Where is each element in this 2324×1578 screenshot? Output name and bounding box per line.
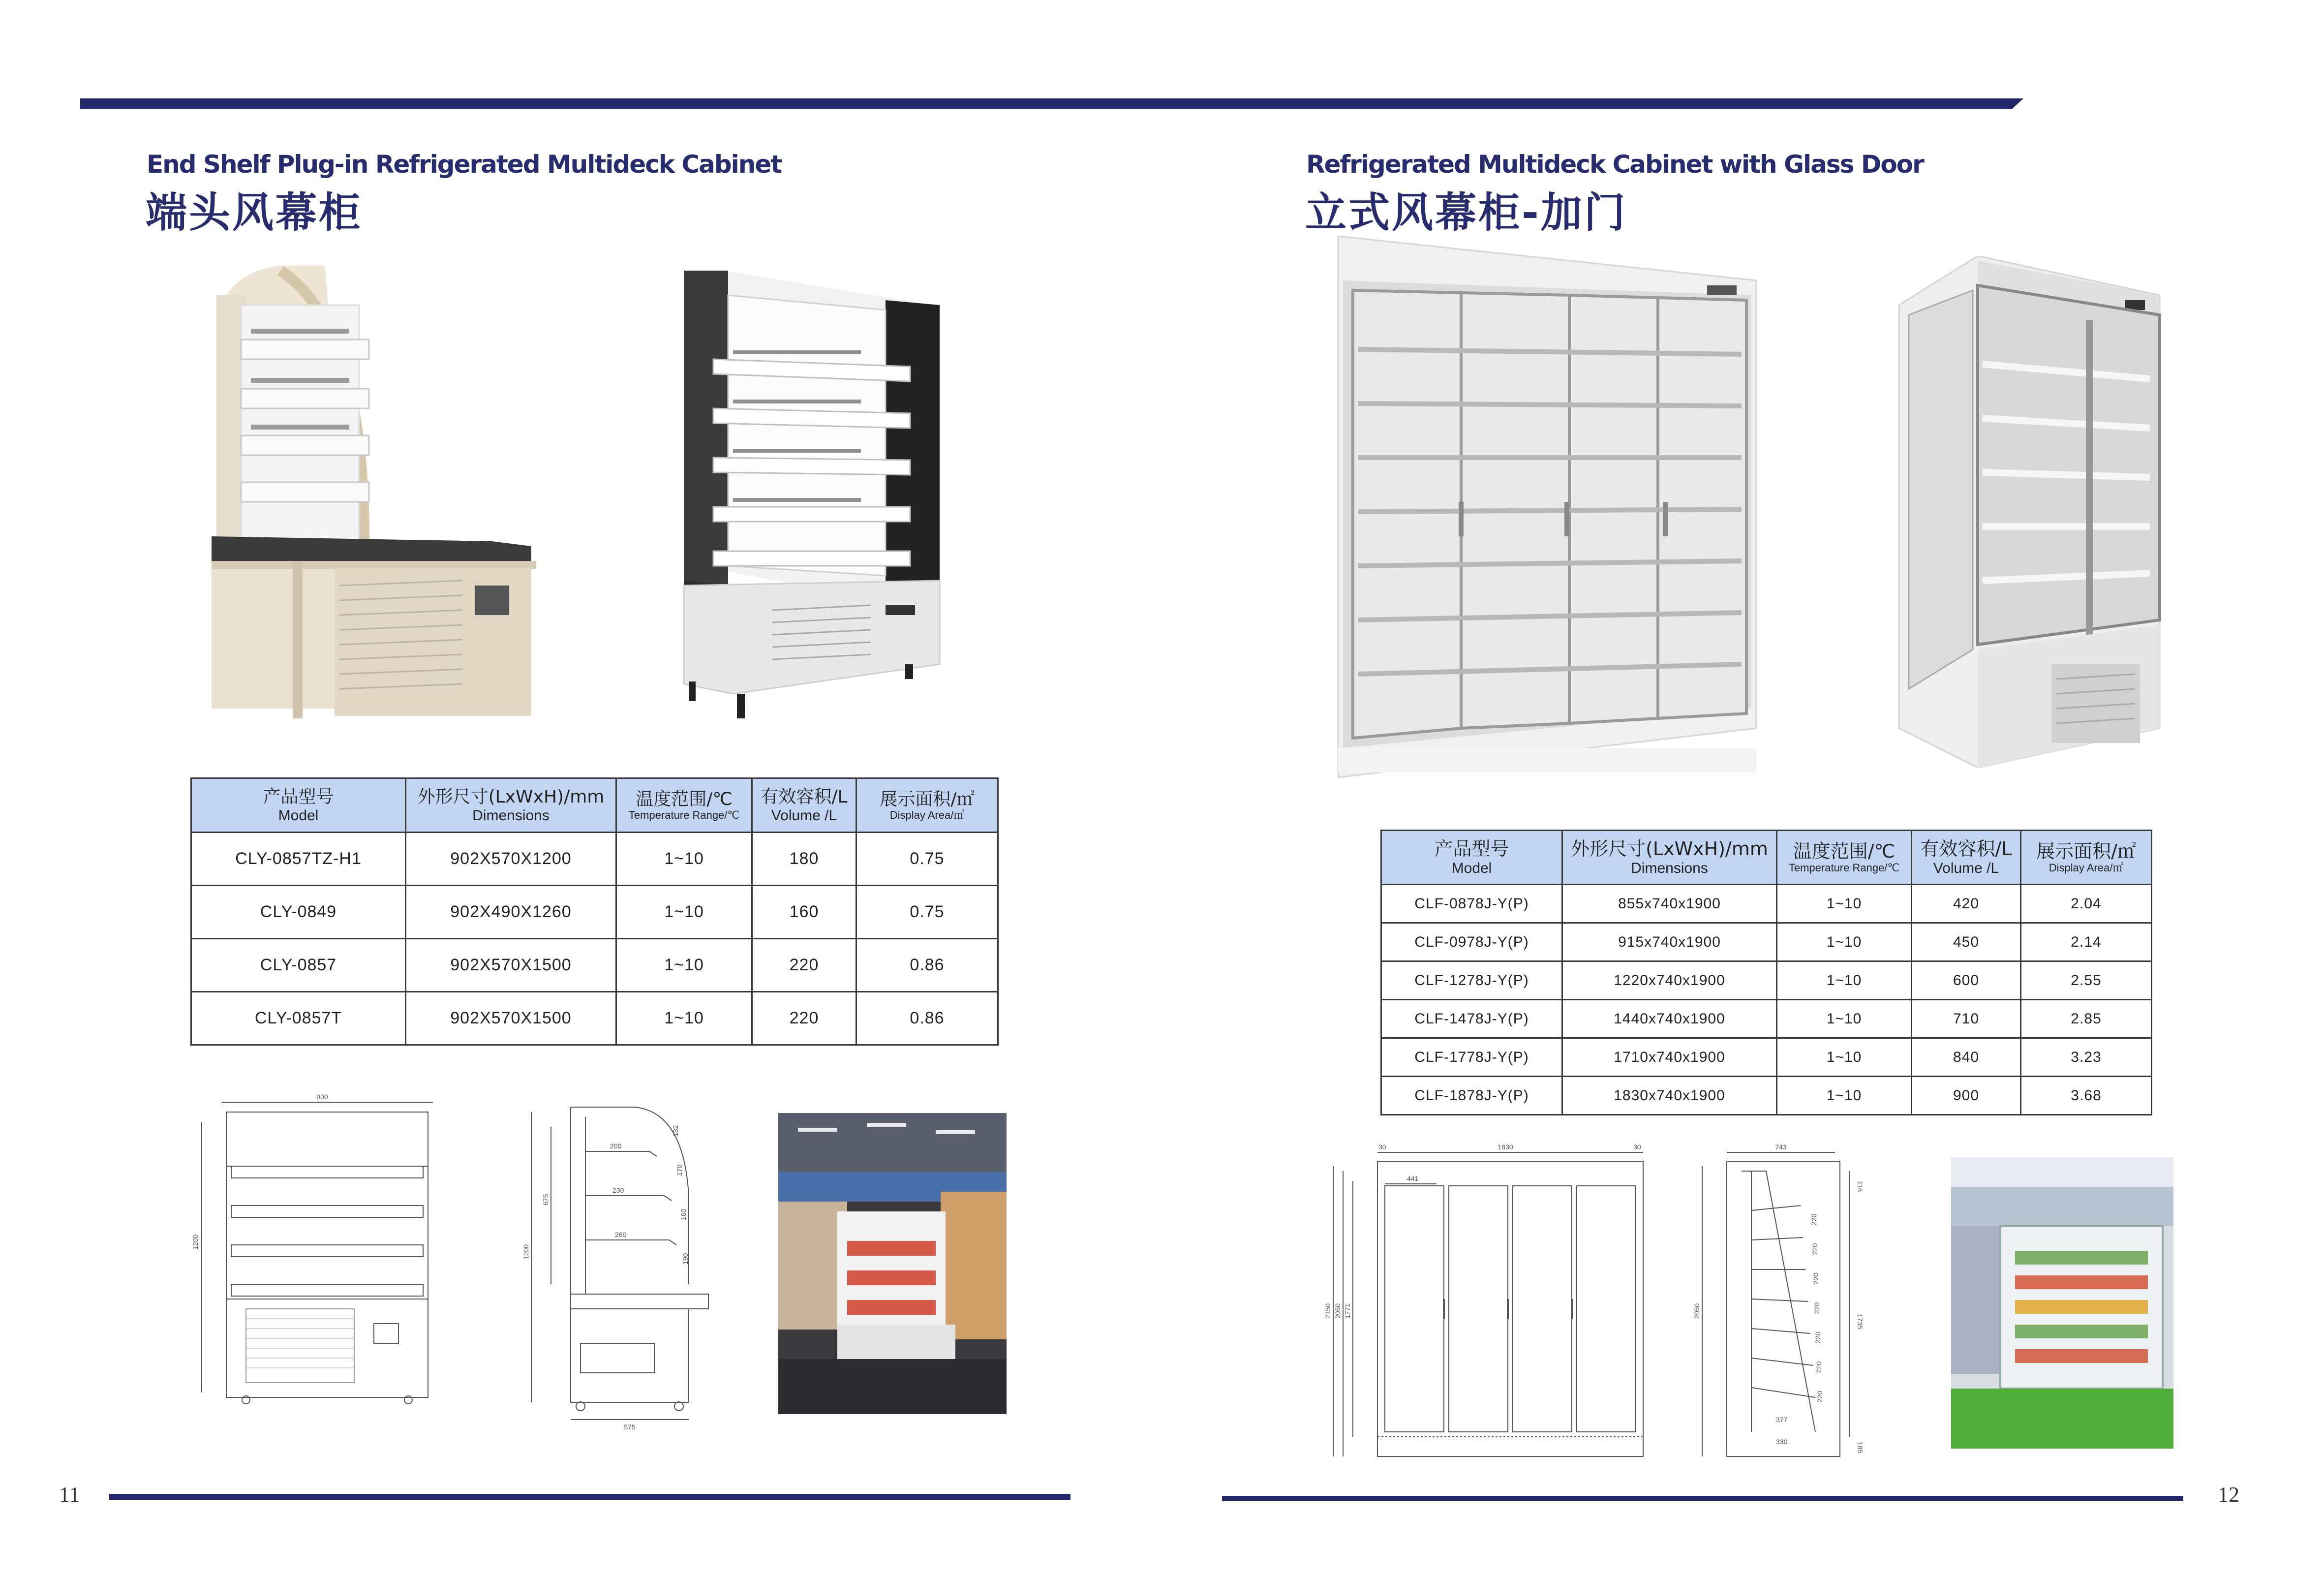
store-photo-left <box>778 1113 1007 1414</box>
cell-display-area: 0.75 <box>856 886 998 939</box>
dim-gap-132: 132 <box>672 1125 679 1137</box>
cell-model: CLF-0978J-Y(P) <box>1381 923 1562 961</box>
dim-s220b: 220 <box>1811 1243 1819 1255</box>
header-volume: 有效容积/L Volume /L <box>752 778 856 833</box>
cell-dimensions: 902X570X1500 <box>406 992 616 1045</box>
dim-height-1771: 1771 <box>1344 1303 1351 1319</box>
right-spec-table <box>1380 830 2152 1115</box>
left-title-cn: 端头风幕柜 <box>146 188 363 237</box>
dim-s220d: 220 <box>1813 1302 1821 1314</box>
header-display-area: 展示面积/㎡ Display Area/㎡ <box>856 778 998 833</box>
cell-display-area: 0.86 <box>856 992 998 1045</box>
cell-volume: 220 <box>752 939 856 992</box>
dim-side-height: 2050 <box>1693 1303 1701 1319</box>
cell-model: CLY-0857T <box>191 992 406 1045</box>
cell-volume: 600 <box>1912 961 2021 1000</box>
dim-side-height: 1200 <box>522 1244 530 1260</box>
cell-temperature: 1~10 <box>616 939 752 992</box>
cell-dimensions: 1220x740x1900 <box>1562 961 1777 1000</box>
cell-dimensions: 1830x740x1900 <box>1562 1077 1777 1115</box>
product-photo-glass-door-side <box>1889 256 2170 768</box>
table-row <box>191 939 998 992</box>
table-header-row <box>1381 831 2152 885</box>
dim-gap-160: 160 <box>679 1208 687 1220</box>
page-number-left: 11 <box>59 1483 80 1507</box>
dim-height-2150: 2150 <box>1324 1303 1332 1319</box>
cell-model: CLF-1478J-Y(P) <box>1381 1000 1562 1038</box>
product-photo-cream-cabinet <box>207 266 541 723</box>
dim-front-width: 900 <box>316 1093 328 1101</box>
cell-temperature: 1~10 <box>1777 1077 1912 1115</box>
cell-dimensions: 915x740x1900 <box>1562 923 1777 961</box>
cell-display-area: 2.55 <box>2021 961 2152 1000</box>
dim-side-depth: 575 <box>624 1423 636 1431</box>
header-model: 产品型号 Model <box>1381 831 1562 885</box>
cell-model: CLF-0878J-Y(P) <box>1381 885 1562 923</box>
dim-base-185: 185 <box>1856 1442 1864 1454</box>
table-row <box>191 833 998 886</box>
cell-volume: 220 <box>752 992 856 1045</box>
cell-display-area: 0.86 <box>856 939 998 992</box>
table-row <box>191 992 998 1045</box>
dim-door-441: 441 <box>1407 1175 1419 1182</box>
cell-model: CLF-1878J-Y(P) <box>1381 1077 1562 1115</box>
cell-volume: 900 <box>1912 1077 2021 1115</box>
left-title-en: End Shelf Plug-in Refrigerated Multideck Cabinet <box>147 150 782 179</box>
table-row <box>1381 1077 2152 1115</box>
right-title-cn: 立式风幕柜-加门 <box>1305 188 1627 237</box>
dim-shelf-230: 230 <box>612 1186 624 1194</box>
cell-display-area: 3.23 <box>2021 1038 2152 1077</box>
dim-side-inner: 1735 <box>1856 1314 1864 1330</box>
dim-gap-170: 170 <box>675 1164 683 1176</box>
cell-volume: 710 <box>1912 1000 2021 1038</box>
header-dimensions: 外形尺寸(LxWxH)/mm Dimensions <box>406 778 616 833</box>
dim-side-top: 116 <box>1856 1181 1864 1192</box>
dim-side-depth: 743 <box>1775 1143 1787 1151</box>
header-model: 产品型号 Model <box>191 778 406 833</box>
table-row <box>1381 1000 2152 1038</box>
left-side-drawing <box>521 1097 718 1432</box>
dim-shelf-260: 260 <box>615 1231 627 1238</box>
dim-s220g: 220 <box>1816 1391 1824 1402</box>
header-dimensions: 外形尺寸(LxWxH)/mm Dimensions <box>1562 831 1777 885</box>
dim-edge-30b: 30 <box>1633 1143 1641 1151</box>
cell-model: CLY-0849 <box>191 886 406 939</box>
dim-front-height: 1200 <box>191 1234 199 1250</box>
dim-s220a: 220 <box>1810 1213 1818 1225</box>
cell-model: CLY-0857 <box>191 939 406 992</box>
dim-s220f: 220 <box>1815 1361 1823 1373</box>
header-display-area: 展示面积/㎡ Display Area/㎡ <box>2021 831 2152 885</box>
cell-display-area: 2.85 <box>2021 1000 2152 1038</box>
cell-dimensions: 855x740x1900 <box>1562 885 1777 923</box>
dim-s330: 330 <box>1776 1438 1788 1446</box>
dim-side-inner: 675 <box>542 1194 550 1206</box>
cell-volume: 450 <box>1912 923 2021 961</box>
product-photo-glass-door-4 <box>1328 236 1761 782</box>
dim-height-2050: 2050 <box>1334 1303 1342 1319</box>
left-spec-table <box>190 777 999 1046</box>
cell-temperature: 1~10 <box>1777 1000 1912 1038</box>
cell-display-area: 3.68 <box>2021 1077 2152 1115</box>
cell-temperature: 1~10 <box>1777 923 1912 961</box>
bottom-rule-right <box>1222 1496 2183 1501</box>
dim-front-width: 1830 <box>1498 1143 1513 1151</box>
dim-s220e: 220 <box>1814 1331 1822 1343</box>
cell-temperature: 1~10 <box>1777 1038 1912 1077</box>
header-volume: 有效容积/L Volume /L <box>1912 831 2021 885</box>
cell-display-area: 2.14 <box>2021 923 2152 961</box>
cell-volume: 840 <box>1912 1038 2021 1077</box>
cell-dimensions: 902X490X1260 <box>406 886 616 939</box>
dim-s377: 377 <box>1776 1416 1788 1423</box>
right-side-drawing <box>1687 1142 1874 1466</box>
cell-dimensions: 902X570X1200 <box>406 833 616 886</box>
cell-temperature: 1~10 <box>616 833 752 886</box>
header-temperature: 温度范围/℃ Temperature Range/℃ <box>1777 831 1912 885</box>
cell-temperature: 1~10 <box>616 992 752 1045</box>
table-row <box>1381 961 2152 1000</box>
right-title-en: Refrigerated Multideck Cabinet with Glass Door <box>1306 150 1924 179</box>
cell-display-area: 0.75 <box>856 833 998 886</box>
cell-temperature: 1~10 <box>616 886 752 939</box>
cell-dimensions: 1440x740x1900 <box>1562 1000 1777 1038</box>
cell-model: CLF-1278J-Y(P) <box>1381 961 1562 1000</box>
cell-temperature: 1~10 <box>1777 885 1912 923</box>
cell-temperature: 1~10 <box>1777 961 1912 1000</box>
dim-gap-190: 190 <box>681 1253 689 1265</box>
page-number-right: 12 <box>2218 1483 2239 1507</box>
table-row <box>1381 1038 2152 1077</box>
cell-model: CLF-1778J-Y(P) <box>1381 1038 1562 1077</box>
cell-volume: 420 <box>1912 885 2021 923</box>
bottom-rule-left <box>109 1494 1070 1500</box>
top-rule <box>80 98 2023 109</box>
header-temperature: 温度范围/℃ Temperature Range/℃ <box>616 778 752 833</box>
dim-s220c: 220 <box>1812 1272 1820 1284</box>
table-header-row <box>191 778 998 833</box>
table-row <box>1381 923 2152 961</box>
table-row <box>1381 885 2152 923</box>
cell-display-area: 2.04 <box>2021 885 2152 923</box>
left-front-drawing <box>187 1092 443 1407</box>
store-photo-right <box>1951 1157 2173 1449</box>
cell-dimensions: 1710x740x1900 <box>1562 1038 1777 1077</box>
dim-edge-30a: 30 <box>1378 1143 1386 1151</box>
cell-dimensions: 902X570X1500 <box>406 939 616 992</box>
dim-shelf-200: 200 <box>610 1142 622 1150</box>
product-photo-dark-cabinet <box>674 266 949 728</box>
cell-volume: 160 <box>752 886 856 939</box>
cell-model: CLY-0857TZ-H1 <box>191 833 406 886</box>
table-row <box>191 886 998 939</box>
right-front-drawing <box>1323 1142 1648 1466</box>
cell-volume: 180 <box>752 833 856 886</box>
